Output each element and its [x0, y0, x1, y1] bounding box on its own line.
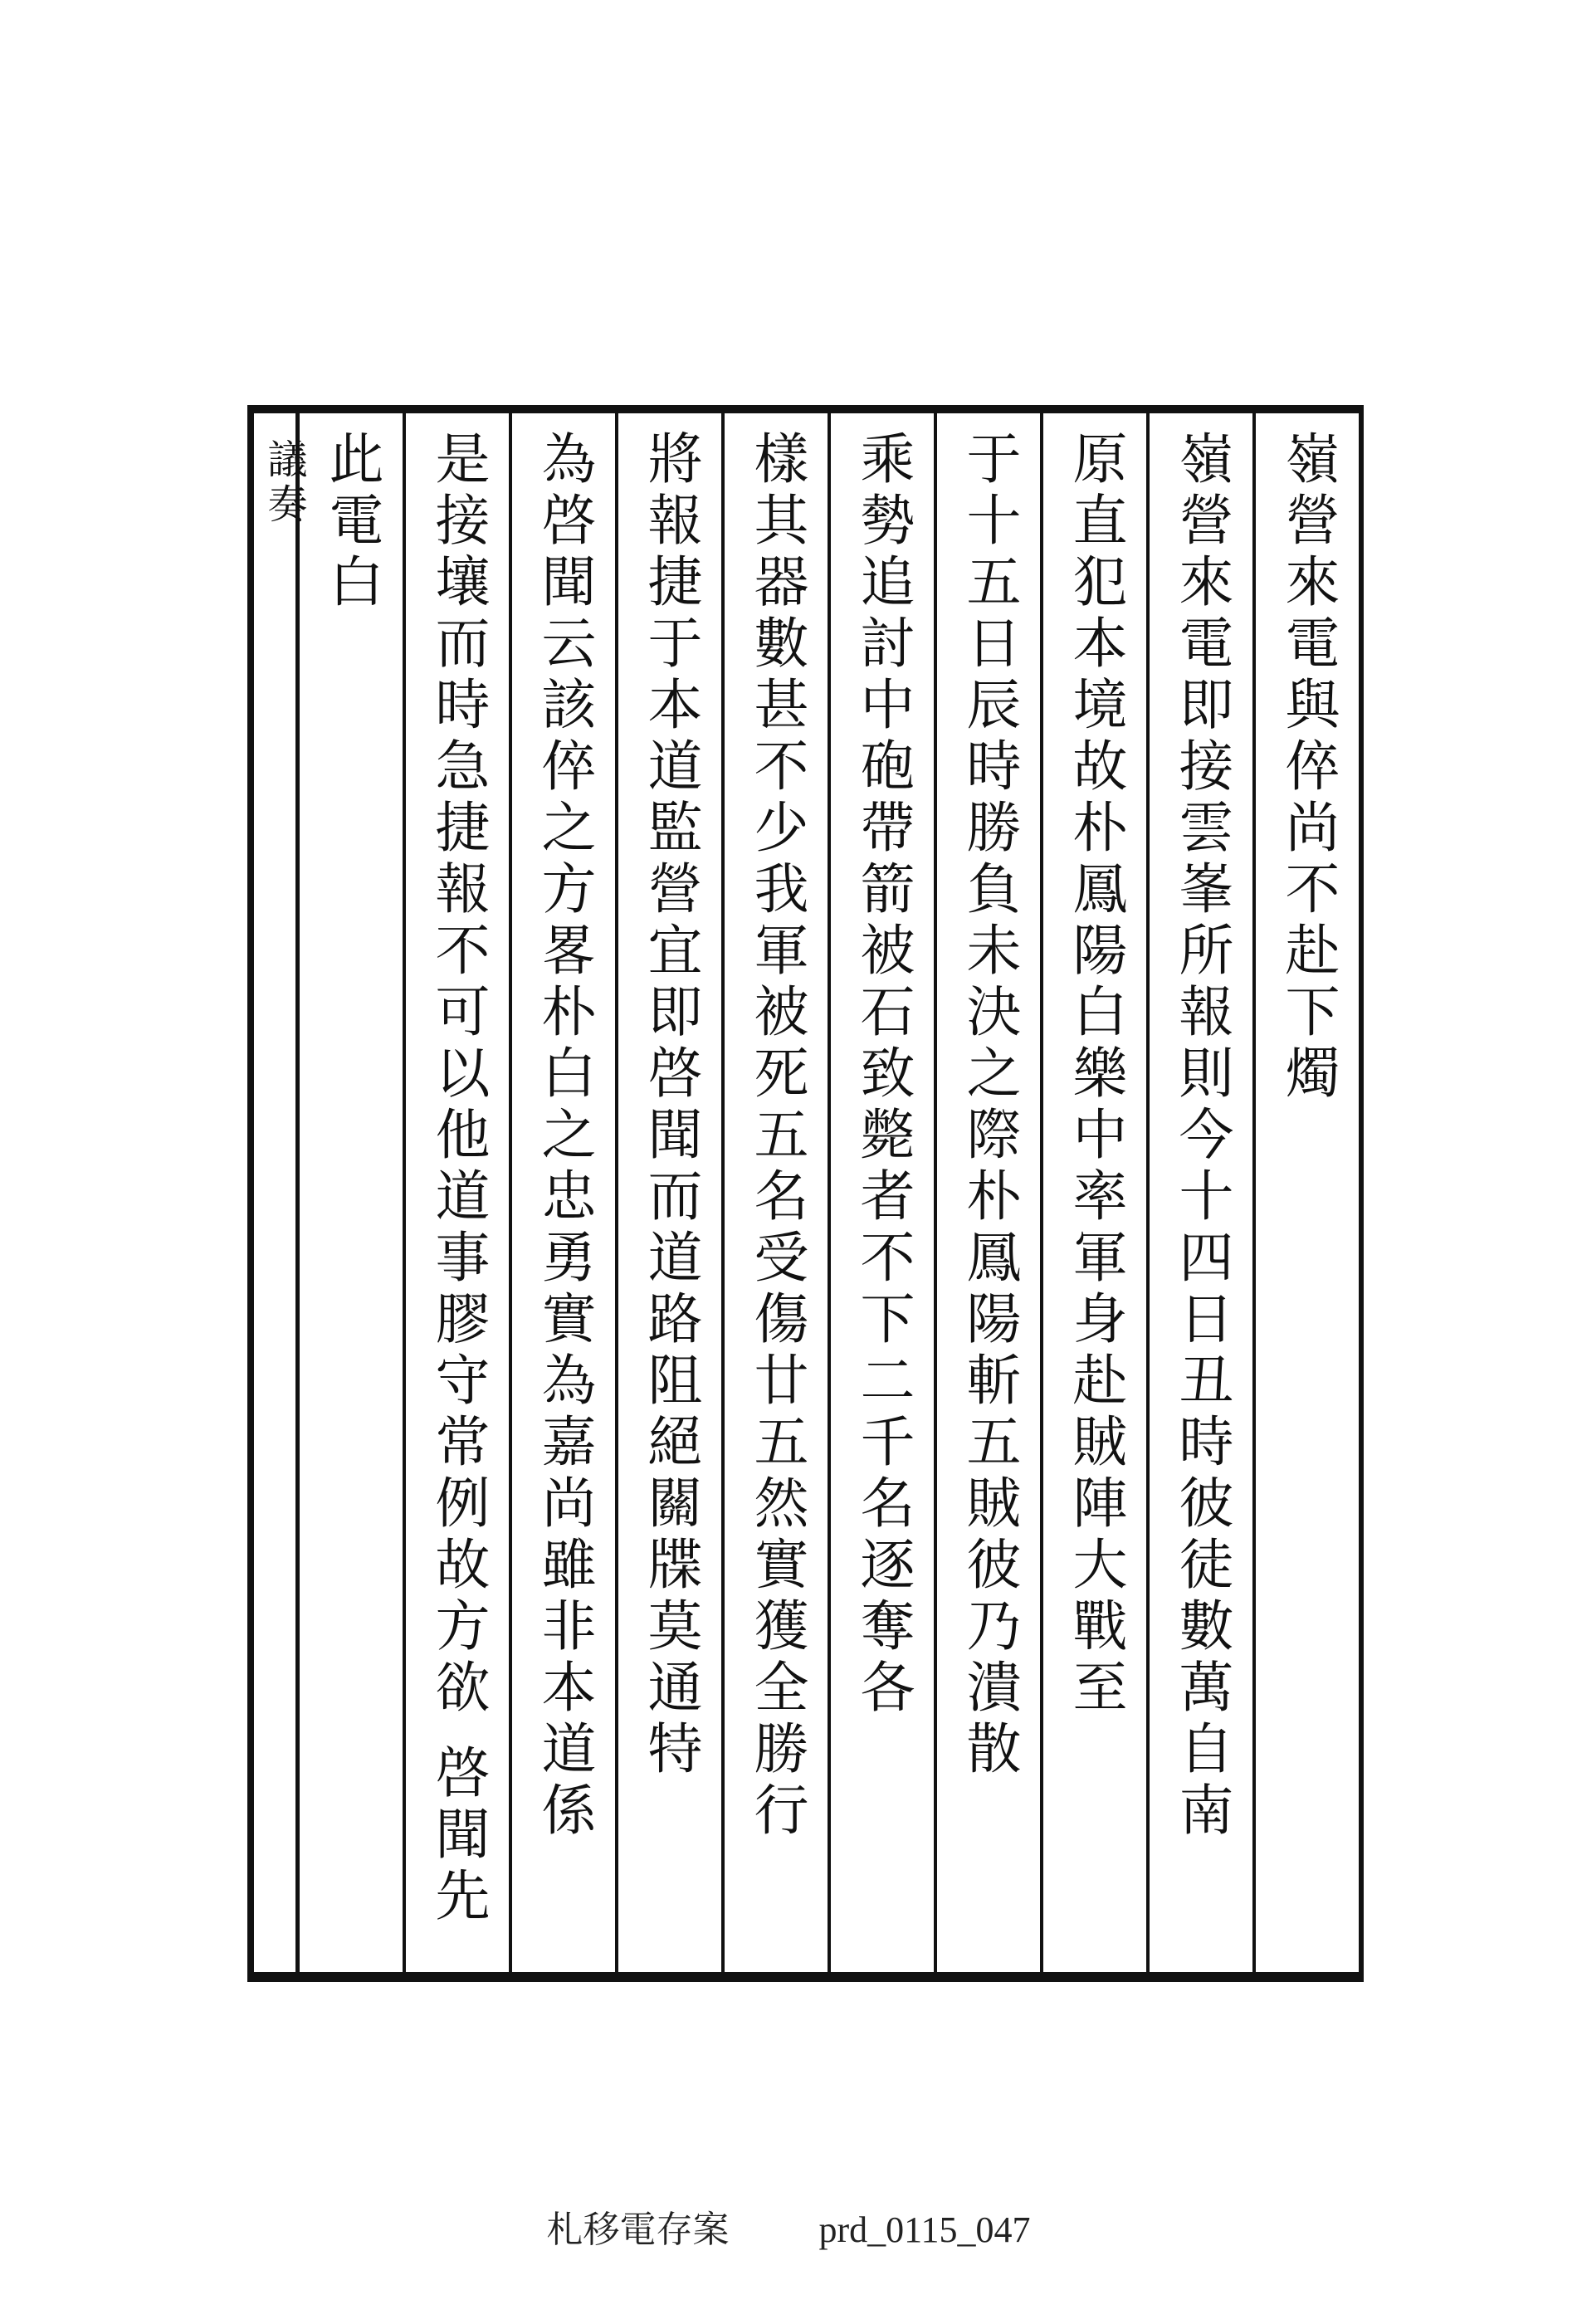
frame-border-left	[247, 413, 254, 1972]
text-column-1	[1252, 413, 1359, 1972]
margin-label: 議奏	[261, 438, 307, 528]
column-text: 嶺營來電即接雲峯所報則今十四日丑時彼徒數萬自南	[1169, 430, 1233, 1843]
text-column-4	[934, 413, 1040, 1972]
page-footer	[0, 2200, 1577, 2253]
footer-title: 札移電存案	[546, 2209, 730, 2251]
text-column-7	[615, 413, 721, 1972]
text-column-9	[403, 413, 509, 1972]
text-column-2	[1146, 413, 1252, 1972]
column-text: 是接壤而時急捷報不可以他道事膠守常例故方欲 啓聞先	[426, 430, 490, 1928]
margin-column	[254, 413, 307, 1972]
column-text: 為啓聞云該倅之方畧朴白之忠勇實為嘉尚雖非本道係	[532, 430, 596, 1843]
column-text: 樣其器數甚不少我軍被死五名受傷廿五然實獲全勝行	[745, 430, 808, 1843]
column-text: 于十五日辰時勝負未決之際朴鳳陽斬五賊彼乃潰散	[957, 430, 1021, 1781]
column-text: 乘勢追討中砲帶箭被石致斃者不下二千名逐奪各	[851, 430, 915, 1720]
text-column-10	[300, 413, 403, 1972]
text-column-3	[1040, 413, 1146, 1972]
text-column-6	[721, 413, 828, 1972]
column-text: 此電白	[320, 430, 383, 614]
text-columns	[300, 413, 1359, 1972]
footer-code: prd_0115_047	[818, 2209, 1031, 2250]
text-column-8	[509, 413, 615, 1972]
document-frame	[247, 405, 1364, 1982]
column-text: 將報捷于本道監營宜即啓聞而道路阻絕關牒莫通特	[638, 430, 702, 1781]
column-text: 原直犯本境故朴鳳陽白樂中率軍身赴賊陣大戰至	[1063, 430, 1127, 1720]
text-column-5	[828, 413, 934, 1972]
frame-border-right	[1359, 413, 1364, 1972]
column-text: 嶺營來電與倅尚不赴下燭	[1276, 430, 1340, 1106]
